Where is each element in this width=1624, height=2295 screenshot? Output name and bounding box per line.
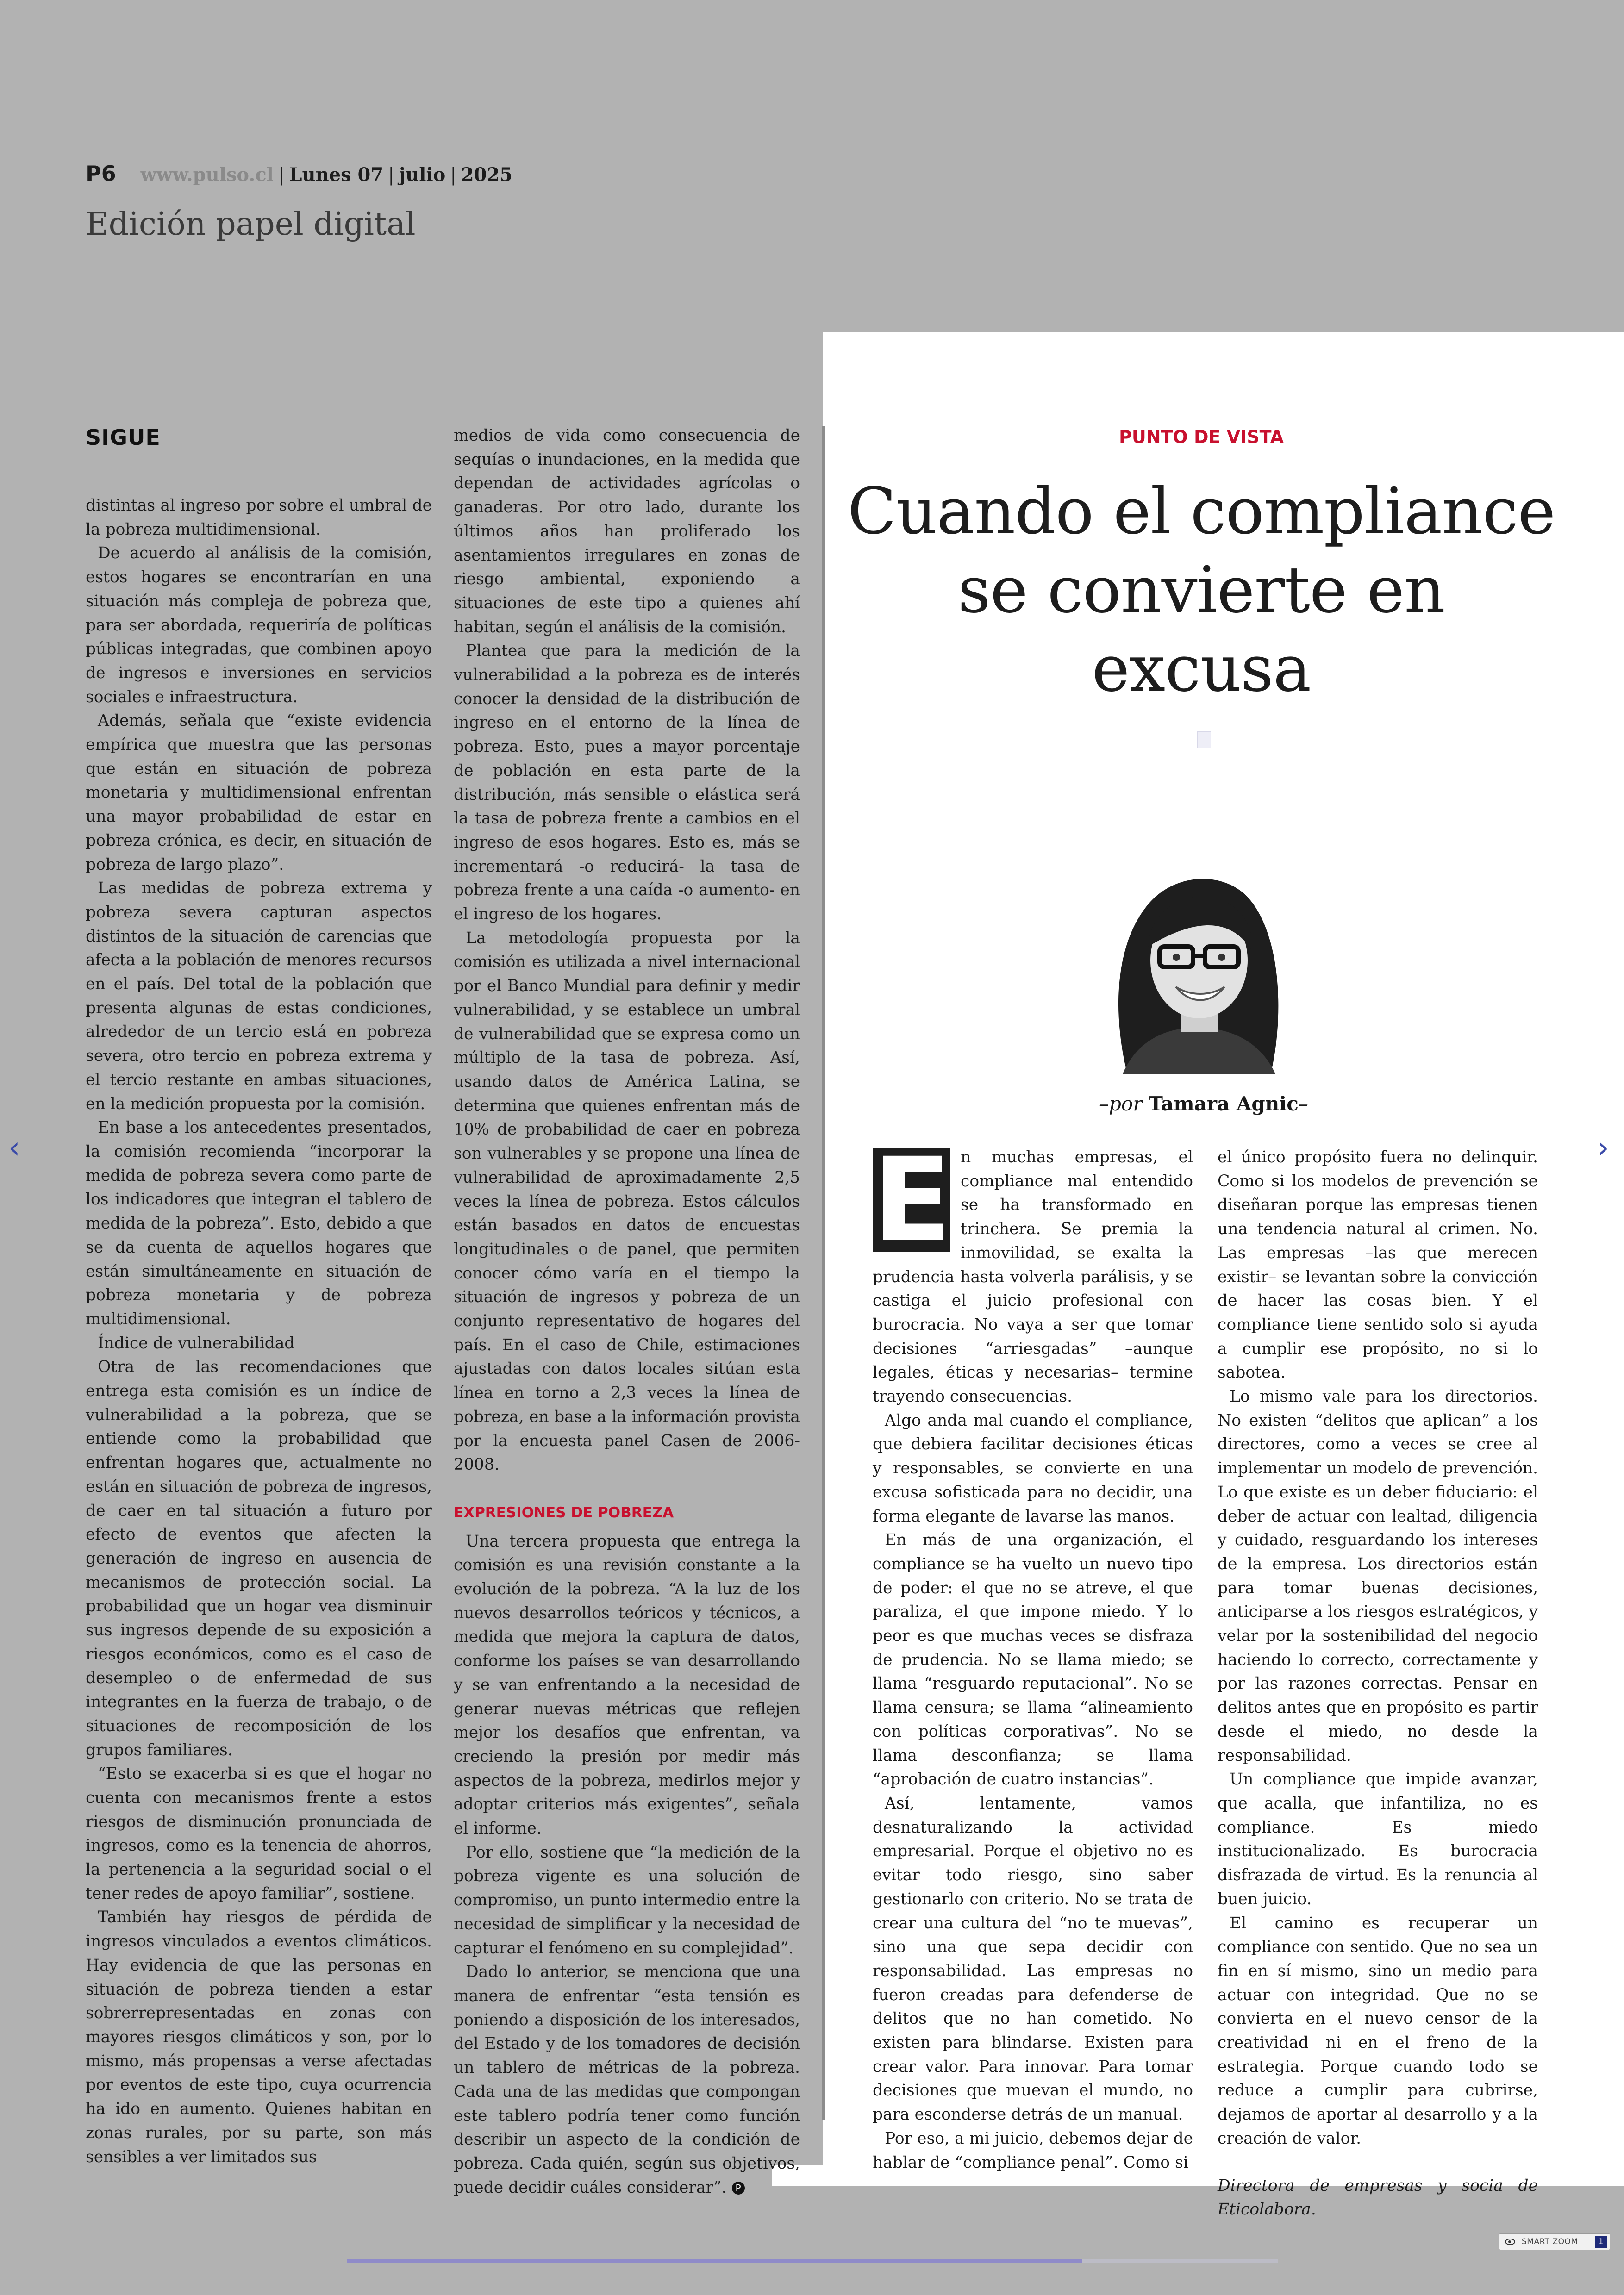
site-url: www.pulso.cl	[140, 164, 274, 186]
smart-zoom-button[interactable]	[1499, 2233, 1610, 2250]
previous-page-button[interactable]: ‹	[8, 1131, 20, 1165]
article-column-1	[873, 1133, 1193, 2175]
paragraph: medios de vida como consecuencia de sequías o inundaciones, en la medida que dependan de actividades agrícolas o ganaderas. Por otro lado, durante los últimos años han proliferado los asentamientos irregulares en zonas de riesgo ambiental, exponiendo a situaciones de este tipo a quienes ahí habitan, según el análisis de la comisión.	[454, 426, 800, 636]
page-progress-bar[interactable]	[347, 2259, 1278, 2263]
section-label: SIGUE	[86, 425, 161, 450]
article-headline	[843, 472, 1560, 708]
image-placeholder-icon[interactable]	[1197, 731, 1211, 748]
end-of-article-icon: P	[732, 2182, 745, 2195]
byline-prefix: –por	[1099, 1092, 1143, 1115]
headline-line: se convierte en excusa	[958, 553, 1445, 706]
paragraph: En base a los antecedentes presentados, la comisión recomienda “incorporar la medida de pobreza severa como parte de los indicadores que integran el tablero de medida de la pobreza”. Esto, debido a que se da cuenta de aquellos hogares que están simultáneamente en situación de pobreza monetaria y de pobreza multidimensional.	[86, 1118, 432, 1328]
eye-icon	[1505, 2239, 1515, 2245]
paragraph-text: n muchas empresas, el compliance mal entendido se ha transformado en trinchera. Se premia la inmovilidad, se exalta la prudencia hasta volverla parálisis, y se castiga el juicio profesional con burocracia. No vaya a ser que tomar decisiones “arriesgadas” –aunque legales, éticas y necesarias– termine trayendo consecuencias.	[873, 1148, 1193, 1406]
article-byline	[1018, 1092, 1389, 1115]
issue-day: Lunes 07	[289, 164, 384, 186]
paragraph: Lo mismo vale para los directorios. No existen “delitos que aplican” a los directores, como a veces se cree al implementar un modelo de prevención. Lo que existe es un deber fiduciario: el deber de actuar con lealtad, diligencia y cuidado, resguardando los intereses de la empresa. Los directorios están para tomar buenas decisiones, anticiparse a los riesgos estratégicos, y velar por la sostenibilidad del negocio haciendo lo correcto, correctamente y por las razones correctas. Pensar en delitos antes que en propósito es partir desde el miedo, no desde la responsabilidad.	[1218, 1387, 1538, 1765]
byline-suffix: –	[1298, 1092, 1308, 1115]
left-column-2	[454, 424, 800, 2200]
author-name: Tamara Agnic	[1148, 1092, 1299, 1115]
left-column-1	[86, 494, 432, 2169]
paragraph: Por ello, sostiene que “la medición de la pobreza vigente es una solución de compromiso, un punto intermedio entre la necesidad de simplificar y la necesidad de capturar el fenómeno en su complejidad”.	[454, 1843, 800, 1958]
paragraph: También hay riesgos de pérdida de ingresos vinculados a eventos climáticos. Hay evidencia de que las personas en situación de pobreza tienden a estar sobrerrepresentadas en zonas con mayores riesgos climáticos y son, por lo mismo, más propensas a verse afectadas por eventos de este tipo, cuya ocurrencia ha ido en aumento. Quienes habitan en zonas rurales, por su parte, son más sensibles a ver limitados sus	[86, 1908, 432, 2166]
issue-month: julio	[399, 164, 446, 186]
paragraph: distintas al ingreso por sobre el umbral de la pobreza multidimensional.	[86, 496, 432, 539]
paragraph: Plantea que para la medición de la vulnerabilidad a la pobreza es de interés conocer la densidad de la distribución de ingreso en el entorno de la línea de pobreza. Esto, pues a mayor porcentaje de población en esta parte de la distribución, más sensible o elástica será la tasa de pobreza frente a cambios en el ingreso de esos hogares. Esto es, más se incrementará -o reducirá- la tasa de pobreza frente a una caída -o aumento- en el ingreso de los hogares.	[454, 642, 800, 924]
subheading: Índice de vulnerabilidad	[98, 1334, 295, 1353]
paragraph: Una tercera propuesta que entrega la comisión es una revisión constante a la evolución de la pobreza. “A la luz de los nuevos desarrollos teóricos y técnicos, a medida que mejora la captura de datos, conforme los países se van desarrollando y se van enfrentando a la necesidad de generar nuevas métricas que reflejen mejor los desafíos que enfrentan, va creciendo la presión por medir más aspectos de la pobreza, medirlos mejor y adoptar criterios más exigentes”, señala el informe.	[454, 1532, 800, 1838]
paragraph: La metodología propuesta por la comisión es utilizada a nivel internacional por el Banco Mundial para definir y medir vulnerabilidad, y se establece un umbral de vulnerabilidad que se expresa como un múltiplo de la tasa de pobreza. Así, usando datos de América Latina, se determina que quienes enfrentan más de 10% de probabilidad de caer en pobreza son vulnerables y se propone una línea de vulnerabilidad de aproximadamente 2,5 veces la línea de pobreza. Estos cálculos están basados en datos de encuestas longitudinales o de panel, que permiten conocer cómo varía en el tiempo la situación de ingresos y pobreza de un conjunto representativo de hogares del país. En el caso de Chile, estimaciones ajustadas con datos locales sitúan esta línea en torno a 2,3 veces la línea de pobreza, en base a la información provista por la encuesta panel Casen de 2006-2008.	[454, 929, 800, 1474]
paragraph: el único propósito fuera no delinquir. Como si los modelos de prevención se diseñaran porque las empresas tienen una tendencia natural al crimen. No. Las empresas –las que merecen existir– se levantan sobre la convicción de hacer las cosas bien. Y el compliance tiene sentido solo si ayuda a cumplir ese propósito, no si lo sabotea.	[1218, 1148, 1538, 1382]
paragraph: En más de una organización, el compliance se ha vuelto un nuevo tipo de poder: el que no se atreve, el que paraliza, el que impone miedo. Y lo peor es que muchas veces se disfraza de prudencia. No se llama miedo; se llama “resguardo reputacional”. No se llama censura; se llama “alineamiento con políticas corporativas”. No se llama desconfianza; se llama “aprobación de cuatro instancias”.	[873, 1531, 1193, 1789]
paragraph: Las medidas de pobreza extrema y pobreza severa capturan aspectos distintos de la situación de carencias que afecta a la población de menores recursos en el país. Del total de la población que presenta algunas de estas condiciones, alrededor de un tercio está en pobreza severa, otro tercio en pobreza extrema y el tercio restante en ambas situaciones, en la medición propuesta por la comisión.	[86, 879, 432, 1113]
page-progress-fill	[347, 2259, 1082, 2263]
paragraph: Además, señala que “existe evidencia empírica que muestra que las personas que están en situación de pobreza monetaria y multidimensional enfrentan una mayor probabilidad de estar en pobreza crónica, es decir, en situación de pobreza de largo plazo”.	[86, 711, 432, 874]
smart-zoom-count: 1	[1595, 2236, 1607, 2248]
issue-year: 2025	[461, 164, 513, 186]
paragraph-text: Dado lo anterior, se menciona que una manera de enfrentar “esta tensión es poniendo a disposición de los interesados, del Estado y de los tomadores de decisión un tablero de métricas de la pobreza. Cada una de las medidas que compongan este tablero podría tener como función describir un aspecto de la condición de pobreza. Cada quién, según sus objetivos, puede decidir cuáles considerar”.	[454, 1963, 800, 2197]
article-kicker: PUNTO DE VISTA	[1119, 427, 1284, 447]
author-photo	[1095, 866, 1299, 1074]
paragraph	[454, 1960, 800, 2200]
page-header: P6 www.pulso.cl | Lunes 07 | julio | 2025	[86, 161, 513, 186]
smart-zoom-label: SMART ZOOM	[1522, 2237, 1578, 2246]
paragraph: Por eso, a mi juicio, debemos dejar de hablar de “compliance penal”. Como si	[873, 2129, 1193, 2172]
paragraph	[873, 1133, 1193, 1409]
paragraph: Algo anda mal cuando el compliance, que debiera facilitar decisiones éticas y responsables, se convierte en una excusa sofisticada para no decidir, una forma elegante de lavarse las manos.	[873, 1411, 1193, 1526]
drop-cap: E	[873, 1133, 952, 1267]
article-column-2	[1218, 1146, 1538, 2222]
column-rule	[822, 426, 825, 2120]
page-number: P6	[86, 161, 116, 186]
paragraph: De acuerdo al análisis de la comisión, estos hogares se encontrarían en una situación más compleja de pobreza que, para ser abordada, requeriría de políticas públicas integradas, que combinen apoyo de ingresos e inversiones en servicios sociales e infraestructura.	[86, 544, 432, 706]
author-signature: Directora de empresas y socia de Eticolabora.	[1218, 2176, 1538, 2219]
edition-title: Edición papel digital	[86, 206, 416, 243]
paragraph: El camino es recuperar un compliance con sentido. Que no sea un fin en sí mismo, sino un medio para actuar con integridad. Que no se convierta en el nuevo censor de la creatividad ni en el freno de la estrategia. Porque cuando todo se reduce a cumplir para cubrirse, dejamos de aportar al desarrollo y a la creación de valor.	[1218, 1914, 1538, 2148]
section-heading: EXPRESIONES DE POBREZA	[454, 1504, 674, 1521]
paragraph: Así, lentamente, vamos desnaturalizando la actividad empresarial. Porque el objetivo no es evitar todo riesgo, sino saber gestionarlo con criterio. No se trata de crear una cultura del “no te muevas”, sino una que sepa decidir con responsabilidad. Las empresas no fueron creadas para defenderse de delitos que no han cometido. No existen para blindarse. Existen para crear valor. Para innovar. Para tomar decisiones que muevan el mundo, no para esconderse detrás de un manual.	[873, 1794, 1193, 2124]
headline-line: Cuando el compliance	[847, 474, 1555, 549]
paragraph: “Esto se exacerba si es que el hogar no cuenta con mecanismos frente a estos riesgos de disminución pronunciada de ingresos, como es la tenencia de ahorros, la pertenencia a la seguridad social o el tener redes de apoyo familiar”, sostiene.	[86, 1765, 432, 1903]
paragraph: Otra de las recomendaciones que entrega esta comisión es un índice de vulnerabilidad a la pobreza, que se entiende como la probabilidad que enfrentan hogares que, actualmente no están en situación de pobreza de ingresos, de caer en tal situación a futuro por efecto de eventos que afecten la generación de ingreso en ausencia de mecanismos de protección social. La probabilidad que un hogar vea disminuir sus ingresos depende de su exposición a riesgos económicos, como es el caso de desempleo o de enfermedad de sus integrantes en la fuerza de trabajo, o de situaciones de recomposición de los grupos familiares.	[86, 1358, 432, 1759]
next-page-button[interactable]: ›	[1597, 1131, 1609, 1165]
paragraph: Un compliance que impide avanzar, que acalla, que infantiliza, no es compliance. Es miedo institucionalizado. Es burocracia disfrazada de virtud. Es la renuncia al buen juicio.	[1218, 1770, 1538, 1908]
